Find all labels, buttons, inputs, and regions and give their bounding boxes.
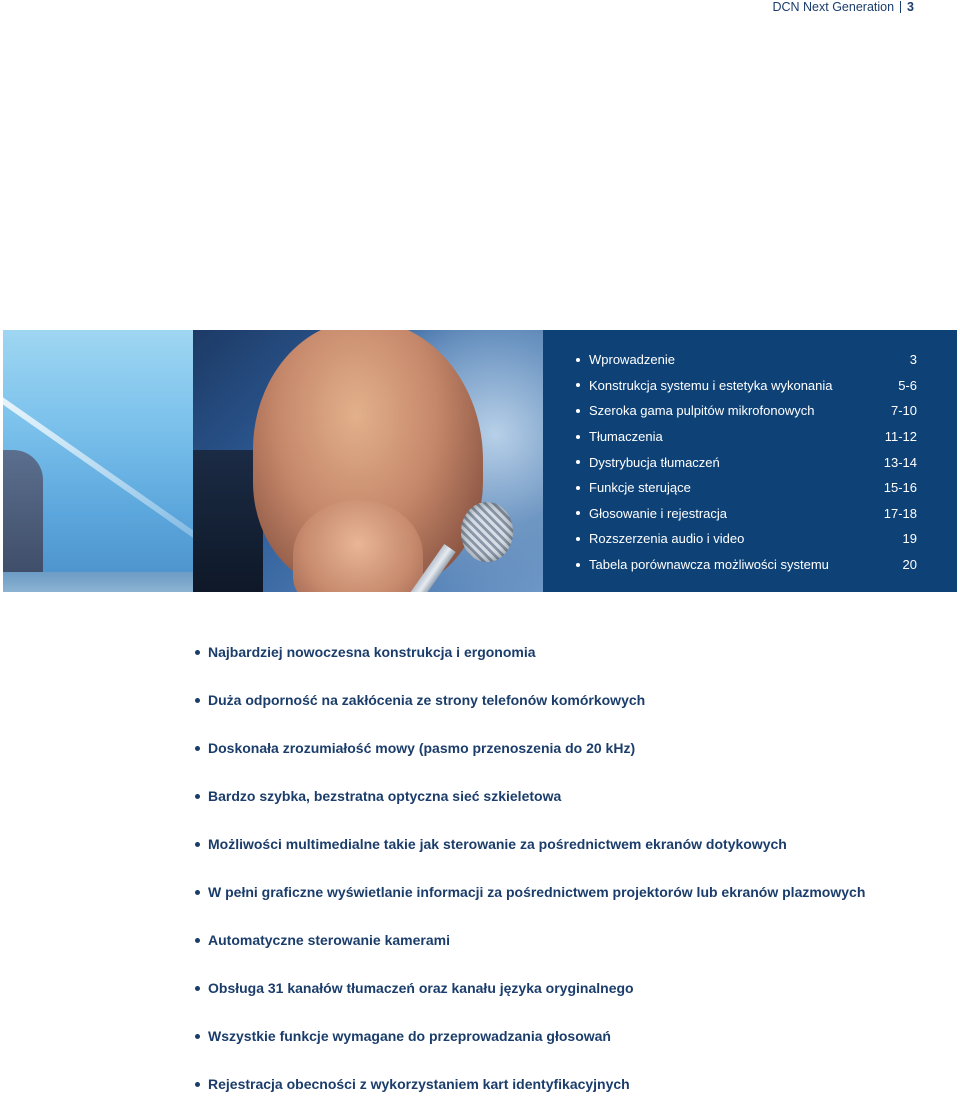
bullet-icon	[576, 511, 580, 515]
toc-item	[576, 526, 917, 552]
microphone-icon	[461, 502, 513, 562]
page-header	[772, 0, 914, 14]
bullet-icon	[576, 358, 580, 362]
feature-item	[195, 772, 865, 820]
bullet-icon	[576, 486, 580, 490]
toc-item	[576, 373, 917, 399]
toc-item	[576, 501, 917, 527]
bullet-icon	[195, 1034, 200, 1039]
toc-item-label: Tłumaczenia	[589, 429, 663, 445]
toc-item-page: 19	[902, 531, 917, 547]
bullet-icon	[195, 794, 200, 799]
bullet-icon	[195, 698, 200, 703]
toc-item-page: 17-18	[883, 505, 917, 521]
feature-list	[195, 628, 865, 1108]
bullet-icon	[576, 409, 580, 413]
bullet-icon	[576, 563, 580, 567]
toc-item-label: Dystrybucja tłumaczeń	[589, 454, 720, 470]
toc-item-label: Konstrukcja systemu i estetyka wykonania	[589, 377, 833, 393]
document-title: DCN Next Generation	[772, 0, 895, 14]
bullet-icon	[195, 1082, 200, 1087]
feature-item	[195, 916, 865, 964]
feature-item	[195, 868, 865, 916]
toc-item-label: Funkcje sterujące	[589, 480, 691, 496]
bullet-icon	[195, 986, 200, 991]
toc-item	[576, 552, 917, 578]
feature-text: Najbardziej nowoczesna konstrukcja i ergonomia	[208, 644, 536, 660]
feature-item	[195, 676, 865, 724]
page-number: 3	[907, 0, 914, 14]
feature-text: Automatyczne sterowanie kamerami	[208, 932, 450, 948]
toc-item	[576, 449, 917, 475]
toc-item-page: 3	[909, 352, 917, 368]
background-figure	[3, 450, 43, 592]
feature-text: Duża odporność na zakłócenia ze strony telefonów komórkowych	[208, 692, 646, 708]
toc-item-label: Tabela porównawcza możliwości systemu	[589, 557, 829, 573]
bullet-icon	[576, 460, 580, 464]
photo-left-image	[3, 330, 193, 592]
toc-list	[576, 347, 917, 577]
feature-text: W pełni graficzne wyświetlanie informacji za pośrednictwem projektorów lub ekranów plazmowych	[208, 884, 866, 900]
toc-item	[576, 347, 917, 373]
toc-item-page: 20	[902, 557, 917, 573]
toc-item-page: 11-12	[884, 429, 917, 445]
bullet-icon	[576, 383, 580, 387]
feature-item	[195, 1012, 865, 1060]
photo-man-with-microphone	[193, 330, 543, 592]
feature-text: Możliwości multimedialne takie jak sterowanie za pośrednictwem ekranów dotykowych	[208, 836, 787, 852]
feature-item	[195, 628, 865, 676]
feature-item	[195, 724, 865, 772]
feature-text: Wszystkie funkcje wymagane do przeprowadzania głosowań	[208, 1028, 611, 1044]
toc-item-label: Szeroka gama pulpitów mikrofonowych	[589, 403, 815, 419]
toc-item-page: 7-10	[890, 403, 917, 419]
toc-item-label: Rozszerzenia audio i video	[589, 531, 745, 547]
bullet-icon	[576, 435, 580, 439]
bullet-icon	[195, 842, 200, 847]
toc-item	[576, 475, 917, 501]
feature-item	[195, 964, 865, 1012]
toc-item	[576, 398, 917, 424]
feature-text: Rejestracja obecności z wykorzystaniem kart identyfikacyjnych	[208, 1076, 630, 1092]
feature-text: Doskonała zrozumiałość mowy (pasmo przenoszenia do 20 kHz)	[208, 740, 636, 756]
banner	[3, 330, 957, 592]
feature-text: Bardzo szybka, bezstratna optyczna sieć szkieletowa	[208, 788, 562, 804]
toc-item-label: Wprowadzenie	[589, 352, 675, 368]
feature-item	[195, 820, 865, 868]
table-of-contents	[543, 330, 957, 592]
feature-item	[195, 1060, 865, 1108]
toc-item-label: Głosowanie i rejestracja	[589, 505, 728, 521]
toc-item-page: 13-14	[883, 454, 917, 470]
feature-text: Obsługa 31 kanałów tłumaczeń oraz kanału języka oryginalnego	[208, 980, 634, 996]
bullet-icon	[195, 938, 200, 943]
bullet-icon	[195, 746, 200, 751]
bullet-icon	[195, 650, 200, 655]
toc-item-page: 15-16	[883, 480, 917, 496]
bullet-icon	[195, 890, 200, 895]
toc-item	[576, 424, 917, 450]
toc-item-page: 5-6	[898, 377, 917, 393]
horizon	[3, 572, 193, 592]
header-divider	[900, 1, 901, 13]
bullet-icon	[576, 537, 580, 541]
